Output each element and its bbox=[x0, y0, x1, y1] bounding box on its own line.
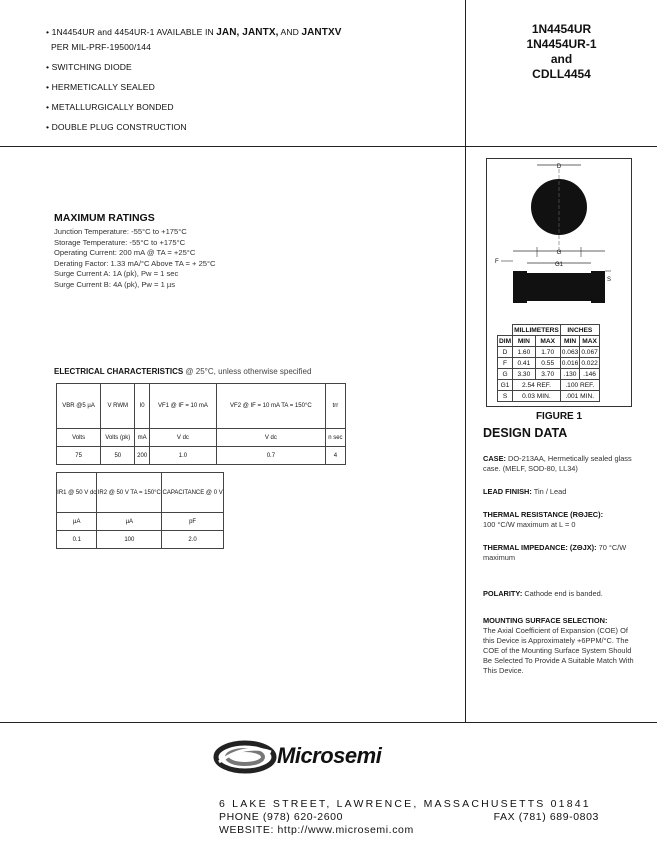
dim-cell: .146 bbox=[580, 369, 600, 380]
dim-cell: 0.022 bbox=[581, 359, 598, 367]
footer-website[interactable]: WEBSITE: http://www.microsemi.com bbox=[219, 824, 414, 836]
dim-label-d: D bbox=[556, 164, 562, 170]
dim-cell: 0.063 bbox=[561, 348, 579, 356]
rating-line: Surge Current B: 4A (pk), Pw = 1 µs bbox=[54, 279, 176, 289]
dim-col-header: MAX bbox=[580, 336, 600, 347]
dim-cell: F bbox=[498, 358, 513, 369]
dim-cell: 1.70 bbox=[535, 347, 560, 358]
dim-label-s: S bbox=[607, 277, 612, 283]
feature-switching: • SWITCHING DIODE bbox=[46, 62, 132, 72]
ratings-title: MAXIMUM RATINGS bbox=[54, 212, 155, 224]
elec-unit: mA bbox=[135, 429, 150, 447]
leak-header: CAPACITANCE @ 0 V bbox=[162, 473, 224, 513]
ratings-lines bbox=[54, 227, 434, 290]
design-impedance: THERMAL IMPEDANCE: (ZΘJX): 70 °C/W maximum bbox=[483, 543, 627, 562]
part-number-and: and bbox=[550, 52, 573, 66]
rating-line: Surge Current A: 1A (pk), Pw = 1 sec bbox=[54, 269, 179, 278]
leak-unit: µA bbox=[57, 513, 97, 531]
figure-box bbox=[486, 158, 632, 407]
part-number-1: 1N4454UR bbox=[531, 22, 592, 36]
figure-caption: FIGURE 1 bbox=[535, 411, 583, 422]
logo-wordmark: Microsemi bbox=[277, 743, 382, 768]
elec-header: VF1 @ IF = 10 mA bbox=[149, 384, 216, 429]
design-polarity: POLARITY: Cathode end is banded. bbox=[483, 589, 603, 598]
elec-title: ELECTRICAL CHARACTERISTICS @ 25°C, unless otherwise specified bbox=[54, 367, 312, 376]
part-numbers bbox=[466, 22, 657, 82]
dim-cell: 0.067 bbox=[581, 348, 598, 356]
dim-cell: 3.30 bbox=[513, 369, 536, 380]
elec-unit: Volts (pk) bbox=[101, 429, 135, 447]
leakage-table bbox=[56, 472, 224, 549]
part-number-3: CDLL4454 bbox=[532, 67, 591, 81]
elec-unit: n sec bbox=[325, 429, 345, 447]
elec-value: 1.0 bbox=[149, 447, 216, 465]
package-end-cap-right bbox=[591, 271, 605, 303]
footer-contact bbox=[219, 811, 599, 824]
design-thermal: THERMAL RESISTANCE (RΘJEC): 100 °C/W maximum at L = 0 bbox=[483, 510, 604, 529]
design-case: CASE: DO-213AA, Hermetically sealed glass case. (MELF, SOD-80, LL34) bbox=[483, 454, 632, 473]
elec-header: trr bbox=[325, 384, 345, 429]
elec-unit: V dc bbox=[216, 429, 325, 447]
leak-value: 0.1 bbox=[57, 531, 97, 549]
dim-col-header: MIN bbox=[560, 336, 580, 347]
dim-col-header: MIN bbox=[513, 336, 536, 347]
dim-cell: .100 REF. bbox=[560, 380, 599, 391]
dim-cell: .130 bbox=[560, 369, 580, 380]
feature-hermetic: • HERMETICALLY SEALED bbox=[46, 82, 155, 92]
footer-address: 6 LAKE STREET, LAWRENCE, MASSACHUSETTS 01841 bbox=[219, 798, 591, 810]
leak-value: 2.0 bbox=[162, 531, 224, 549]
header-bottom-rule bbox=[0, 146, 657, 147]
dim-cell: 2.54 REF. bbox=[513, 380, 561, 391]
leak-header: IR2 @ 50 V TA = 150°C bbox=[97, 473, 162, 513]
dim-group-in: INCHES bbox=[560, 325, 599, 336]
design-title: DESIGN DATA bbox=[483, 426, 568, 440]
rating-line: Storage Temperature: -55°C to +175°C bbox=[54, 237, 186, 247]
dim-cell: S bbox=[498, 391, 513, 402]
elec-value: 200 bbox=[135, 447, 150, 465]
feature-spec: PER MIL-PRF-19500/144 bbox=[46, 42, 151, 52]
dim-label-f: F bbox=[495, 259, 499, 265]
feature-bonded: • METALLURGICALLY BONDED bbox=[46, 102, 174, 112]
maximum-ratings bbox=[54, 212, 434, 290]
feature-availability: • 1N4454UR and 4454UR-1 AVAILABLE IN JAN, JANTX, AND JANTXV bbox=[46, 27, 342, 38]
feature-plug: • DOUBLE PLUG CONSTRUCTION bbox=[46, 122, 187, 132]
dim-blank bbox=[498, 325, 513, 336]
dim-col-header: MAX bbox=[535, 336, 560, 347]
package-end-cap-left bbox=[513, 271, 527, 303]
elec-unit: V dc bbox=[149, 429, 216, 447]
leak-value: 100 bbox=[97, 531, 162, 549]
footer-phone: PHONE (978) 620-2600 bbox=[219, 811, 344, 823]
rating-line: Junction Temperature: -55°C to +175°C bbox=[54, 227, 187, 236]
elec-header: V RWM bbox=[101, 384, 135, 429]
dim-cell: 0.016 bbox=[561, 359, 579, 367]
dim-cell: 0.41 bbox=[513, 358, 536, 369]
dim-cell: G bbox=[498, 369, 513, 380]
design-lead: LEAD FINISH: Tin / Lead bbox=[483, 487, 567, 496]
footer bbox=[219, 798, 599, 837]
package-drawing bbox=[487, 159, 631, 324]
elec-unit: Volts bbox=[57, 429, 101, 447]
elec-value: 75 bbox=[57, 447, 101, 465]
footer-fax: FAX (781) 689-0803 bbox=[493, 811, 599, 823]
logo-swoosh-icon bbox=[213, 737, 277, 777]
dim-label-g: G bbox=[556, 250, 562, 256]
rating-line: Operating Current: 200 mA @ TA = +25°C bbox=[54, 248, 196, 257]
electrical-table bbox=[56, 383, 346, 465]
dim-cell: 1.60 bbox=[513, 347, 536, 358]
leak-unit: µA bbox=[97, 513, 162, 531]
leak-unit: pF bbox=[162, 513, 224, 531]
elec-header: I0 bbox=[135, 384, 150, 429]
elec-value: 0.7 bbox=[216, 447, 325, 465]
dim-label-g1: G1 bbox=[554, 262, 564, 268]
dim-cell: D bbox=[498, 347, 513, 358]
design-mounting: MOUNTING SURFACE SELECTION: The Axial Coefficient of Expansion (COE) Of this Device is Approximately +6PPM/°C. The COE of the Mounting Surface System Should Be Selected To Provide A Suitable Match With This Device. bbox=[483, 616, 634, 675]
body-bottom-rule bbox=[0, 722, 657, 723]
feature-list bbox=[46, 22, 456, 137]
dim-cell: 0.03 MIN. bbox=[513, 391, 561, 402]
rating-line: Derating Factor: 1.33 mA/°C Above TA = + 25°C bbox=[54, 258, 216, 268]
elec-header: VF2 @ IF = 10 mA TA = 150°C bbox=[216, 384, 325, 429]
dim-cell: .001 MIN. bbox=[560, 391, 599, 402]
company-logo bbox=[213, 737, 413, 777]
column-divider bbox=[465, 146, 466, 722]
elec-header: VBR @5 µA bbox=[57, 384, 101, 429]
part-number-2: 1N4454UR-1 bbox=[526, 37, 597, 51]
dim-cell: G1 bbox=[498, 380, 513, 391]
dim-cell: 0.55 bbox=[535, 358, 560, 369]
package-body bbox=[527, 273, 591, 301]
elec-value: 4 bbox=[325, 447, 345, 465]
dim-col-header: DIM bbox=[499, 337, 512, 345]
design-data bbox=[483, 426, 641, 676]
dimension-table bbox=[497, 324, 600, 402]
dim-group-mm: MILLIMETERS bbox=[514, 326, 559, 334]
dim-cell: 3.70 bbox=[535, 369, 560, 380]
leak-header: IR1 @ 50 V dc bbox=[57, 473, 97, 513]
elec-value: 50 bbox=[101, 447, 135, 465]
